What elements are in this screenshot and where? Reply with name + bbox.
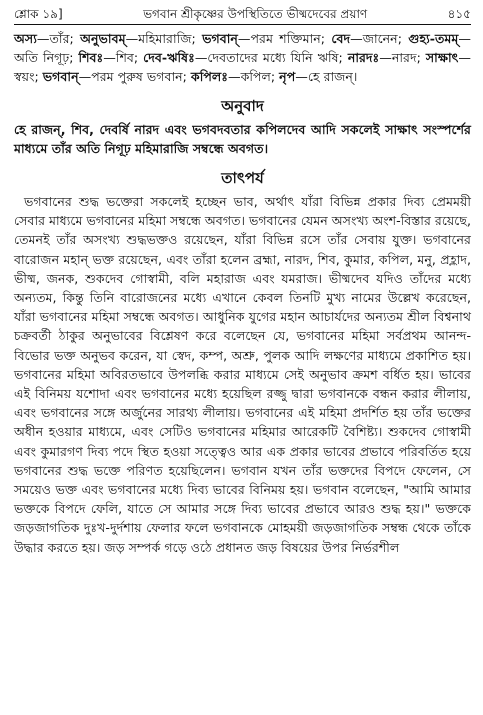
synonym-entry: নারদঃ—নারদ;: [347, 50, 421, 65]
synonym-meaning: পরম পুরুষ ভগবান;: [91, 69, 187, 84]
synonym-entry: সাক্ষাৎ—স্বয়ং;: [14, 50, 471, 84]
verse-reference: শ্লোক ১৯]: [14, 7, 63, 21]
synonym-meaning: অতি নিগূঢ়;: [14, 50, 74, 65]
synonym-meaning: নারদ;: [391, 50, 421, 65]
synonym-entry: বেদ—জানেন;: [331, 31, 402, 46]
synonym-meaning: পরম শক্তিমান;: [250, 31, 325, 46]
synonym-word: ভগবান্: [202, 31, 238, 46]
page-number: ৪১৫: [447, 7, 471, 21]
synonym-word: নৃপ: [279, 69, 296, 84]
purport-text: ভগবানের শুদ্ধ ভক্তেরা সকলেই হচ্ছেন ভাব, অর্থাৎ যাঁরা বিভিন্ন প্রকার দিব্য প্রেমময়ী সেবার মাধ্যমে ভগবানের মহিমা সম্বন্ধে অবগত। ভগবানের যেমন অসংখ্য অংশ-বিস্তার রয়েছে, তেমনই তাঁর অসংখ্য শুদ্ধভক্তও রয়েছেন, যাঁরা বিভিন্ন রসে তাঁর সেবায় যুক্ত। ভগবানের বারোজন মহান্ ভক্ত রয়েছেন, এবং তাঁরা হলেন ব্রহ্মা, নারদ, শিব, কুমার, কপিল, মনু, প্রহ্লাদ, ভীষ্ম, জনক, শুকদেব গোস্বামী, বলি মহারাজ এবং যমরাজ। ভীষ্মদেব যদিও তাঁদের মধ্যে অন্যতম, কিন্তু তিনি বারোজনের মধ্যে এখানে কেবল তিনটি মুখ্য নামের উল্লেখ করেছেন, যাঁরা ভগবানের মহিমা সম্বন্ধে অবগত। আধুনিক যুগের মহান আচার্যদের অন্যতম শ্রীল বিশ্বনাথ চক্রবর্তী ঠাকুর অনুভাবের বিশ্লেষণ করে বলেছেন যে, ভগবানের মহিমা সর্বপ্রথম আনন্দ-বিভোর ভক্ত অনুভব করেন, যা স্বেদ, কম্প, অশ্রু, পুলক আদি লক্ষণের মাধ্যমে প্রকাশিত হয়। ভগবানের মহিমা অবিরতভাবে উপলব্ধি করার মাধ্যমে সেই অনুভাব ক্রমশ বর্ধিত হয়। ভাবের এই বিনিময় যশোদা এবং ভগবানের মধ্যে হয়েছিল রজ্জু দ্বারা ভগবানকে বন্ধন করার লীলায়, এবং ভগবানের সঙ্গে অর্জুনের সারথ্য লীলায়। ভগবানের এই মহিমা প্রদর্শিত হয় তাঁর ভক্তের অধীন হওয়ার মাধ্যমে, এবং সেটিও ভগবানের মহিমার আরেকটি বৈশিষ্ট্য। শুকদেব গোস্বামী এবং কুমারগণ দিব্য পদে স্থিত হওয়া সত্ত্বেও আর এক প্রকার ভাবের প্রভাবে পরিবর্তিত হয়ে ভগবানের শুদ্ধ ভক্তে পরিণত হয়েছিলেন। ভগবান যখন তাঁর ভক্তদের বিপদে ফেলেন, সে সময়েও ভক্ত এবং ভগবানের মধ্যে দিব্য ভাবের বিনিময় হয়। ভগবান বলেছেন, "আমি আমার ভক্তকে বিপদে ফেলি, যাতে সে আমার সঙ্গে দিব্য ভাবের প্রভাবে আরও শুদ্ধ হয়।" ভক্তকে জড়জাগতিক দুঃখ-দুর্দশায় ফেলার ফলে ভগবানকে মোহময়ী জড়জাগতিক সম্বন্ধ থেকে তাঁকে উদ্ধার করতে হয়। জড় সম্পর্ক গড়ে ওঠে প্রধানত জড় বিষয়ের উপর নির্ভরশীল: [14, 194, 471, 555]
translation-text: হে রাজন্, শিব, দেবর্ষি নারদ এবং ভগবদবতার কপিলদেব আদি সকলেই সাক্ষাৎ সংস্পর্শের মাধ্যমে তাঁর অতি নিগূঢ় মহিমারাজি সম্বন্ধে অবগত।: [14, 122, 471, 156]
synonym-entry: কপিলঃ—কপিল;: [190, 69, 276, 84]
word-for-word-synonyms: [14, 29, 471, 86]
translation-heading: অনুবাদ: [221, 97, 264, 115]
synonym-entry: গুহ্য-তমম্—অতি নিগূঢ়;: [14, 31, 471, 65]
synonym-entry: অনুভাবম্—মহিমারাজি;: [80, 31, 196, 46]
synonym-entry: ভগবান্—পরম শক্তিমান;: [202, 31, 325, 46]
synonym-meaning: হে রাজন্।: [307, 69, 358, 84]
synonym-meaning: মহিমারাজি;: [138, 31, 196, 46]
synonym-entry: অস্য—তাঁর;: [14, 31, 74, 46]
synonym-meaning: শিব;: [115, 50, 139, 65]
synonym-word: সাক্ষাৎ: [425, 50, 459, 65]
synonym-word: অস্য: [14, 31, 37, 46]
synonym-word: কপিলঃ: [190, 69, 228, 84]
synonym-entry: শিবঃ—শিব;: [78, 50, 139, 65]
synonym-word: গুহ্য-তমম্: [408, 31, 459, 46]
synonym-word: শিবঃ: [78, 50, 104, 65]
synonym-meaning: জানেন;: [362, 31, 402, 46]
header-rule: [14, 24, 471, 25]
synonym-meaning: কপিল;: [240, 69, 276, 84]
page-header: [14, 6, 471, 22]
synonym-word: দেব-ঋষিঃ: [143, 50, 195, 65]
running-title: ভগবান শ্রীকৃষ্ণের উপস্থিতিতে ভীষ্মদেবের প্রয়াণ: [143, 7, 368, 21]
synonym-entry: নৃপ—হে রাজন্।: [279, 69, 358, 84]
synonym-meaning: দেবতাদের মধ্যে যিনি ঋষি;: [207, 50, 343, 65]
synonym-word: নারদঃ: [347, 50, 380, 65]
synonym-word: বেদ: [331, 31, 351, 46]
synonym-word: অনুভাবম্: [80, 31, 126, 46]
synonym-entry: দেব-ঋষিঃ—দেবতাদের মধ্যে যিনি ঋষি;: [143, 50, 343, 65]
synonym-word: ভগবান্: [42, 69, 79, 84]
purport-heading: তাৎপর্য: [221, 169, 264, 187]
synonym-meaning: স্বয়ং;: [14, 69, 39, 84]
synonym-meaning: তাঁর;: [49, 31, 74, 46]
synonym-entry: ভগবান্—পরম পুরুষ ভগবান;: [42, 69, 187, 84]
